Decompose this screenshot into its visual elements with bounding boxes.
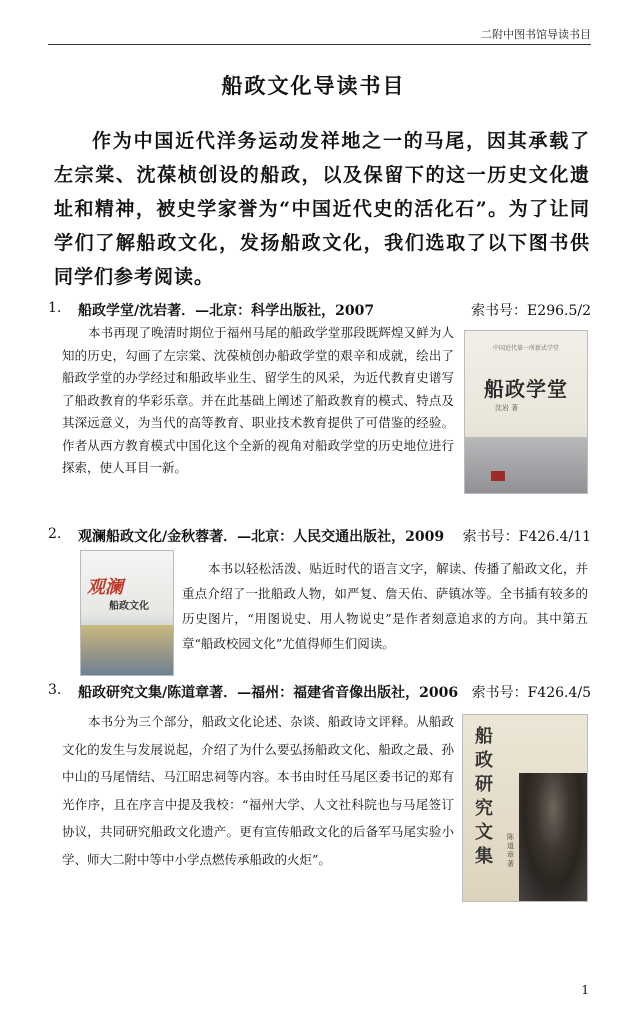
call-number: 索书号：F426.4/5 (471, 685, 591, 701)
cover-author: 陈道章 著 (507, 833, 514, 868)
book-entry-2-heading (48, 526, 591, 548)
book-cover-2 (80, 550, 174, 676)
intro-paragraph: 作为中国近代洋务运动发祥地之一的马尾，因其承载了左宗棠、沈葆桢创设的船政，以及保留下的这一历史文化遗址和精神，被史学家誉为“中国近代史的活化石”。为了让同学们了解船政文化，发扬船政文化，我们选取了以下图书供同学们参考阅读。 (54, 130, 590, 288)
cover-top-text: 中国近代第一所新式学堂 (492, 345, 559, 352)
book-entry-3-heading (48, 682, 591, 704)
cover-illustration (81, 625, 173, 675)
book-description-1: 本书再现了晚清时期位于福州马尾的船政学堂那段既辉煌又鲜为人知的历史，勾画了左宗棠、沈葆桢创办船政学堂的艰辛和成就，绘出了船政学堂的办学经过和船政毕业生、留学生的风采，为近代教育史谱写了船政教育的华彩乐章。并在此基础上阐述了船政教育的模式、特点及其深远意义，为当代的高等教育、职业技术教育提供了可借鉴的经验。作者从西方教育模式中国化这个全新的视角对船政学堂的历史地位进行探索，使人耳目一新。 (62, 325, 454, 475)
call-number: 索书号：E296.5/2 (471, 303, 591, 319)
page-number: 1 (581, 983, 589, 997)
book-number: 3. (48, 682, 62, 698)
book-title: 船政学堂/沈岩著．—北京：科学出版社，2007 (78, 303, 375, 319)
book-title: 观澜船政文化/金秋蓉著．—北京：人民交通出版社，2009 (78, 529, 445, 545)
book-cover-1 (464, 330, 588, 494)
book-title: 船政研究文集/陈道章著．—福州：福建省音像出版社，2006 (78, 685, 459, 701)
cover-title: 船政学堂 (484, 377, 568, 401)
book-entry-1-heading (48, 300, 591, 322)
book-description-2: 本书以轻松活泼、贴近时代的语言文字，解读、传播了船政文化，并重点介绍了一批船政人物，如严复、詹天佑、萨镇冰等。全书插有较多的历史图片，“用图说史、用人物说史”是作者刻意追求的方向。其中第五章“船政校园文化”尤值得师生们阅读。 (182, 561, 588, 651)
book-number: 2. (48, 526, 62, 542)
book-cover-3 (462, 714, 588, 902)
cover-illustration (465, 437, 587, 493)
header-rule (48, 44, 591, 45)
cover-corner-block (491, 471, 505, 481)
cover-portrait (519, 773, 587, 901)
page-header-text: 二附中图书馆导读书目 (481, 28, 591, 41)
page-title: 船政文化导读书目 (221, 73, 406, 98)
cover-author: 沈岩 著 (495, 404, 519, 412)
book-description-3: 本书分为三个部分，船政文化论述、杂谈、船政诗文评释。从船政文化的发生与发展说起，介绍了为什么要弘扬船政文化、船政之最、孙中山的马尾情结、马江昭忠祠等内容。本书由时任马尾区委书记的郑有光作序，且在序言中提及我校：“福州大学、人文社科院也与马尾签订协议，共同研究船政文化遗产。更有宣传船政文化的后备军马尾实验小学、师大二附中等中小学点燃传承船政的火炬”。 (62, 714, 454, 867)
cover-title: 船政研究文集 (475, 726, 493, 867)
call-number: 索书号：F426.4/11 (462, 529, 591, 545)
cover-subtitle: 船政文化 (109, 601, 149, 612)
book-number: 1. (48, 300, 62, 316)
cover-title: 观澜 (87, 577, 123, 598)
